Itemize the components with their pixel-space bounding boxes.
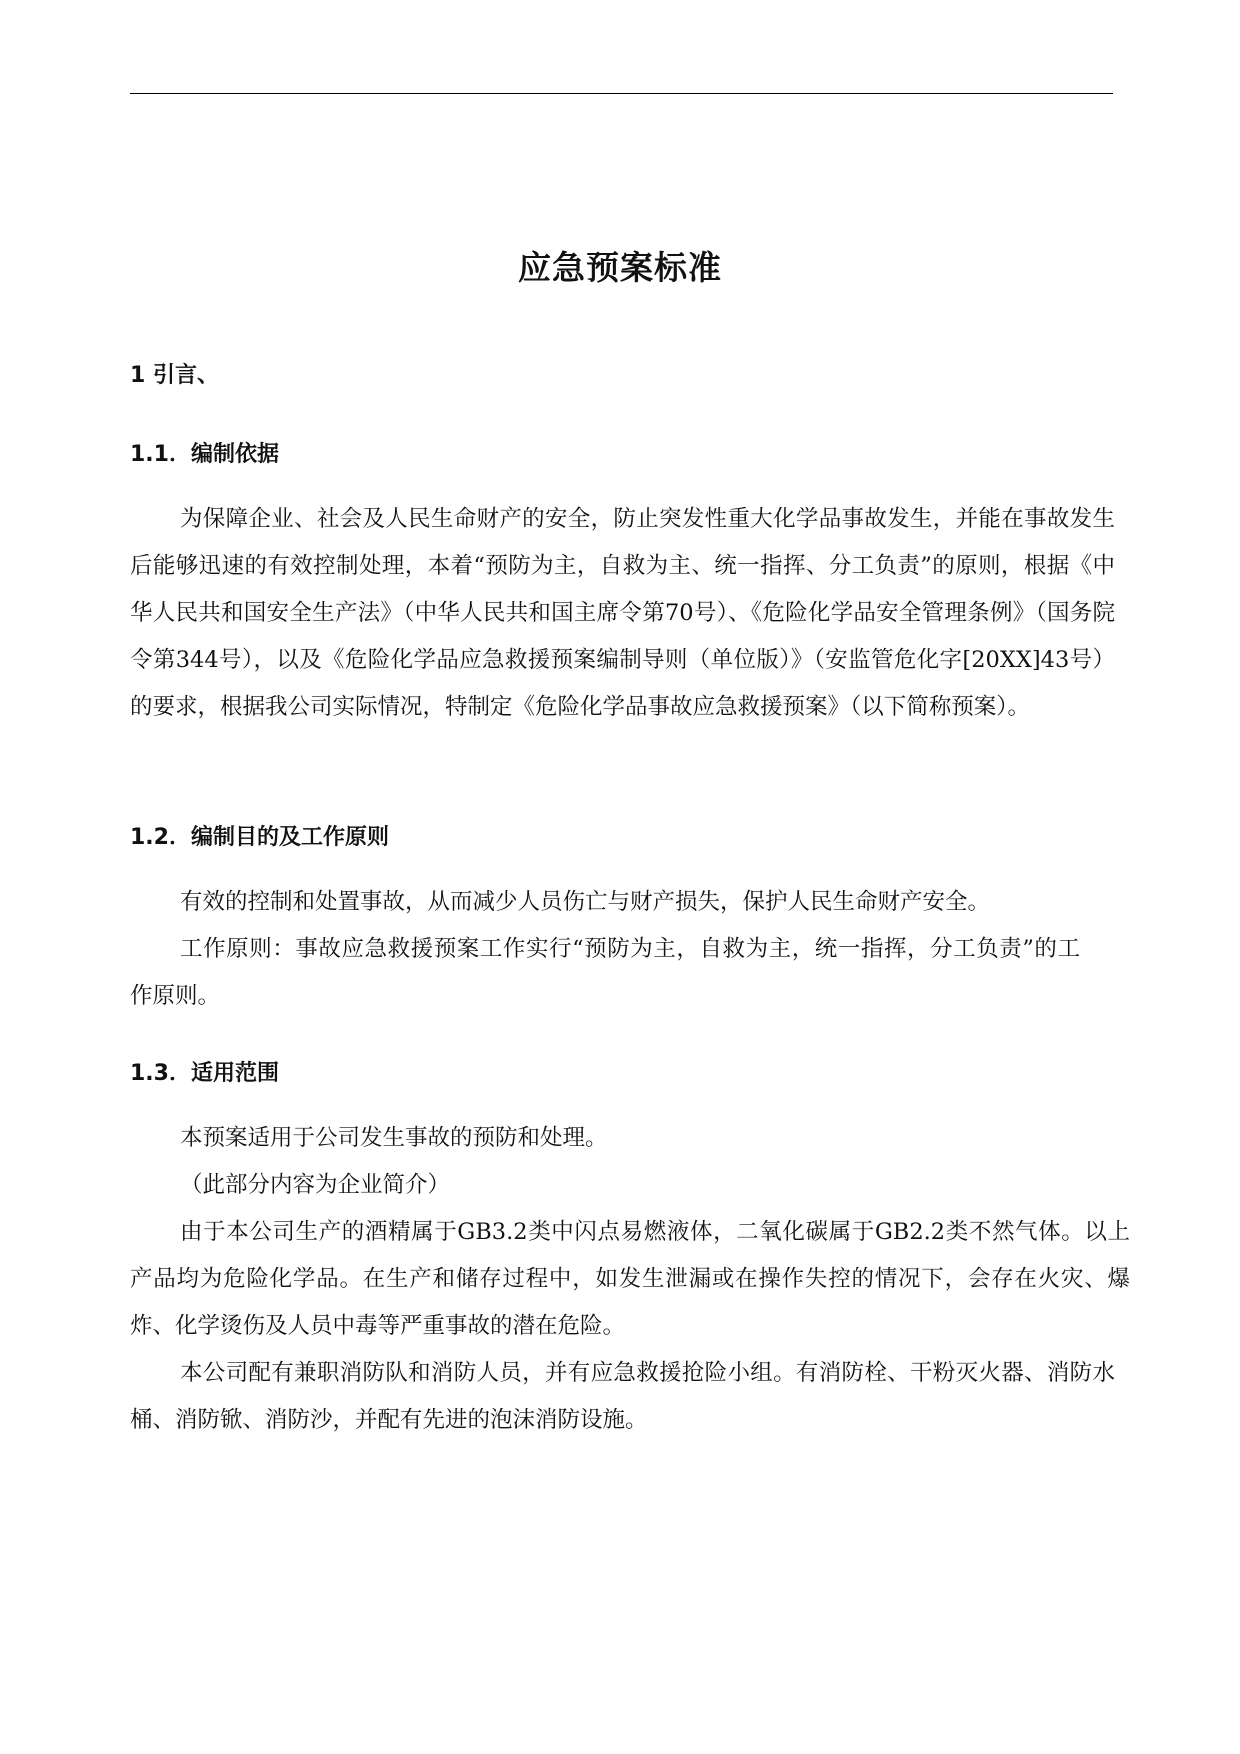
header-rule: [130, 93, 1113, 94]
paragraph-basis: 为保障企业、社会及人民生命财产的安全，防止突发性重大化学品事故发生，并能在事故发生后能够迅速的有效控制处理，本着“预防为主，自救为主、统一指挥、分工负责”的原则，根据《中华人民共和国安全生产法》（中华人民共和国主席令第70号）、《危险化学品安全管理条例》（国务院令第344号），以及《危险化学品应急救援预案编制导则（单位版）》（安监管危化字[20XX]43号）的要求，根据我公司实际情况，特制定《危险化学品事故应急救援预案》（以下简称预案）。: [130, 506, 1115, 720]
paragraph-purpose: 有效的控制和处置事故，从而减少人员伤亡与财产损失，保护人民生命财产安全。: [180, 889, 991, 915]
section-heading-1-2: 1.2．编制目的及工作原则: [130, 825, 389, 850]
document-title: 应急预案标准: [518, 248, 722, 287]
paragraph-principle: 工作原则：事故应急救援预案工作实行“预防为主，自救为主，统一指挥，分工负责”的工作原则。: [130, 936, 1080, 1009]
section-heading-1-3: 1.3．适用范围: [130, 1061, 279, 1086]
paragraph-scope: 本预案适用于公司发生事故的预防和处理。: [180, 1125, 608, 1151]
paragraph-products: 由于本公司生产的酒精属于GB3.2类中闪点易燃液体，二氧化碳属于GB2.2类不然气体。以上产品均为危险化学品。在生产和储存过程中，如发生泄漏或在操作失控的情况下，会存在火灾、爆炸、化学烫伤及人员中毒等严重事故的潜在危险。: [130, 1219, 1130, 1339]
paragraph-intro-note: （此部分内容为企业简介）: [180, 1172, 451, 1198]
section-heading-1-1: 1.1．编制依据: [130, 442, 279, 467]
paragraph-fire-equipment: 本公司配有兼职消防队和消防人员，并有应急救援抢险小组。有消防栓、干粉灭火器、消防水桶、消防锨、消防沙，并配有先进的泡沫消防设施。: [130, 1360, 1115, 1433]
section-heading-1: 1 引言、: [130, 363, 219, 388]
